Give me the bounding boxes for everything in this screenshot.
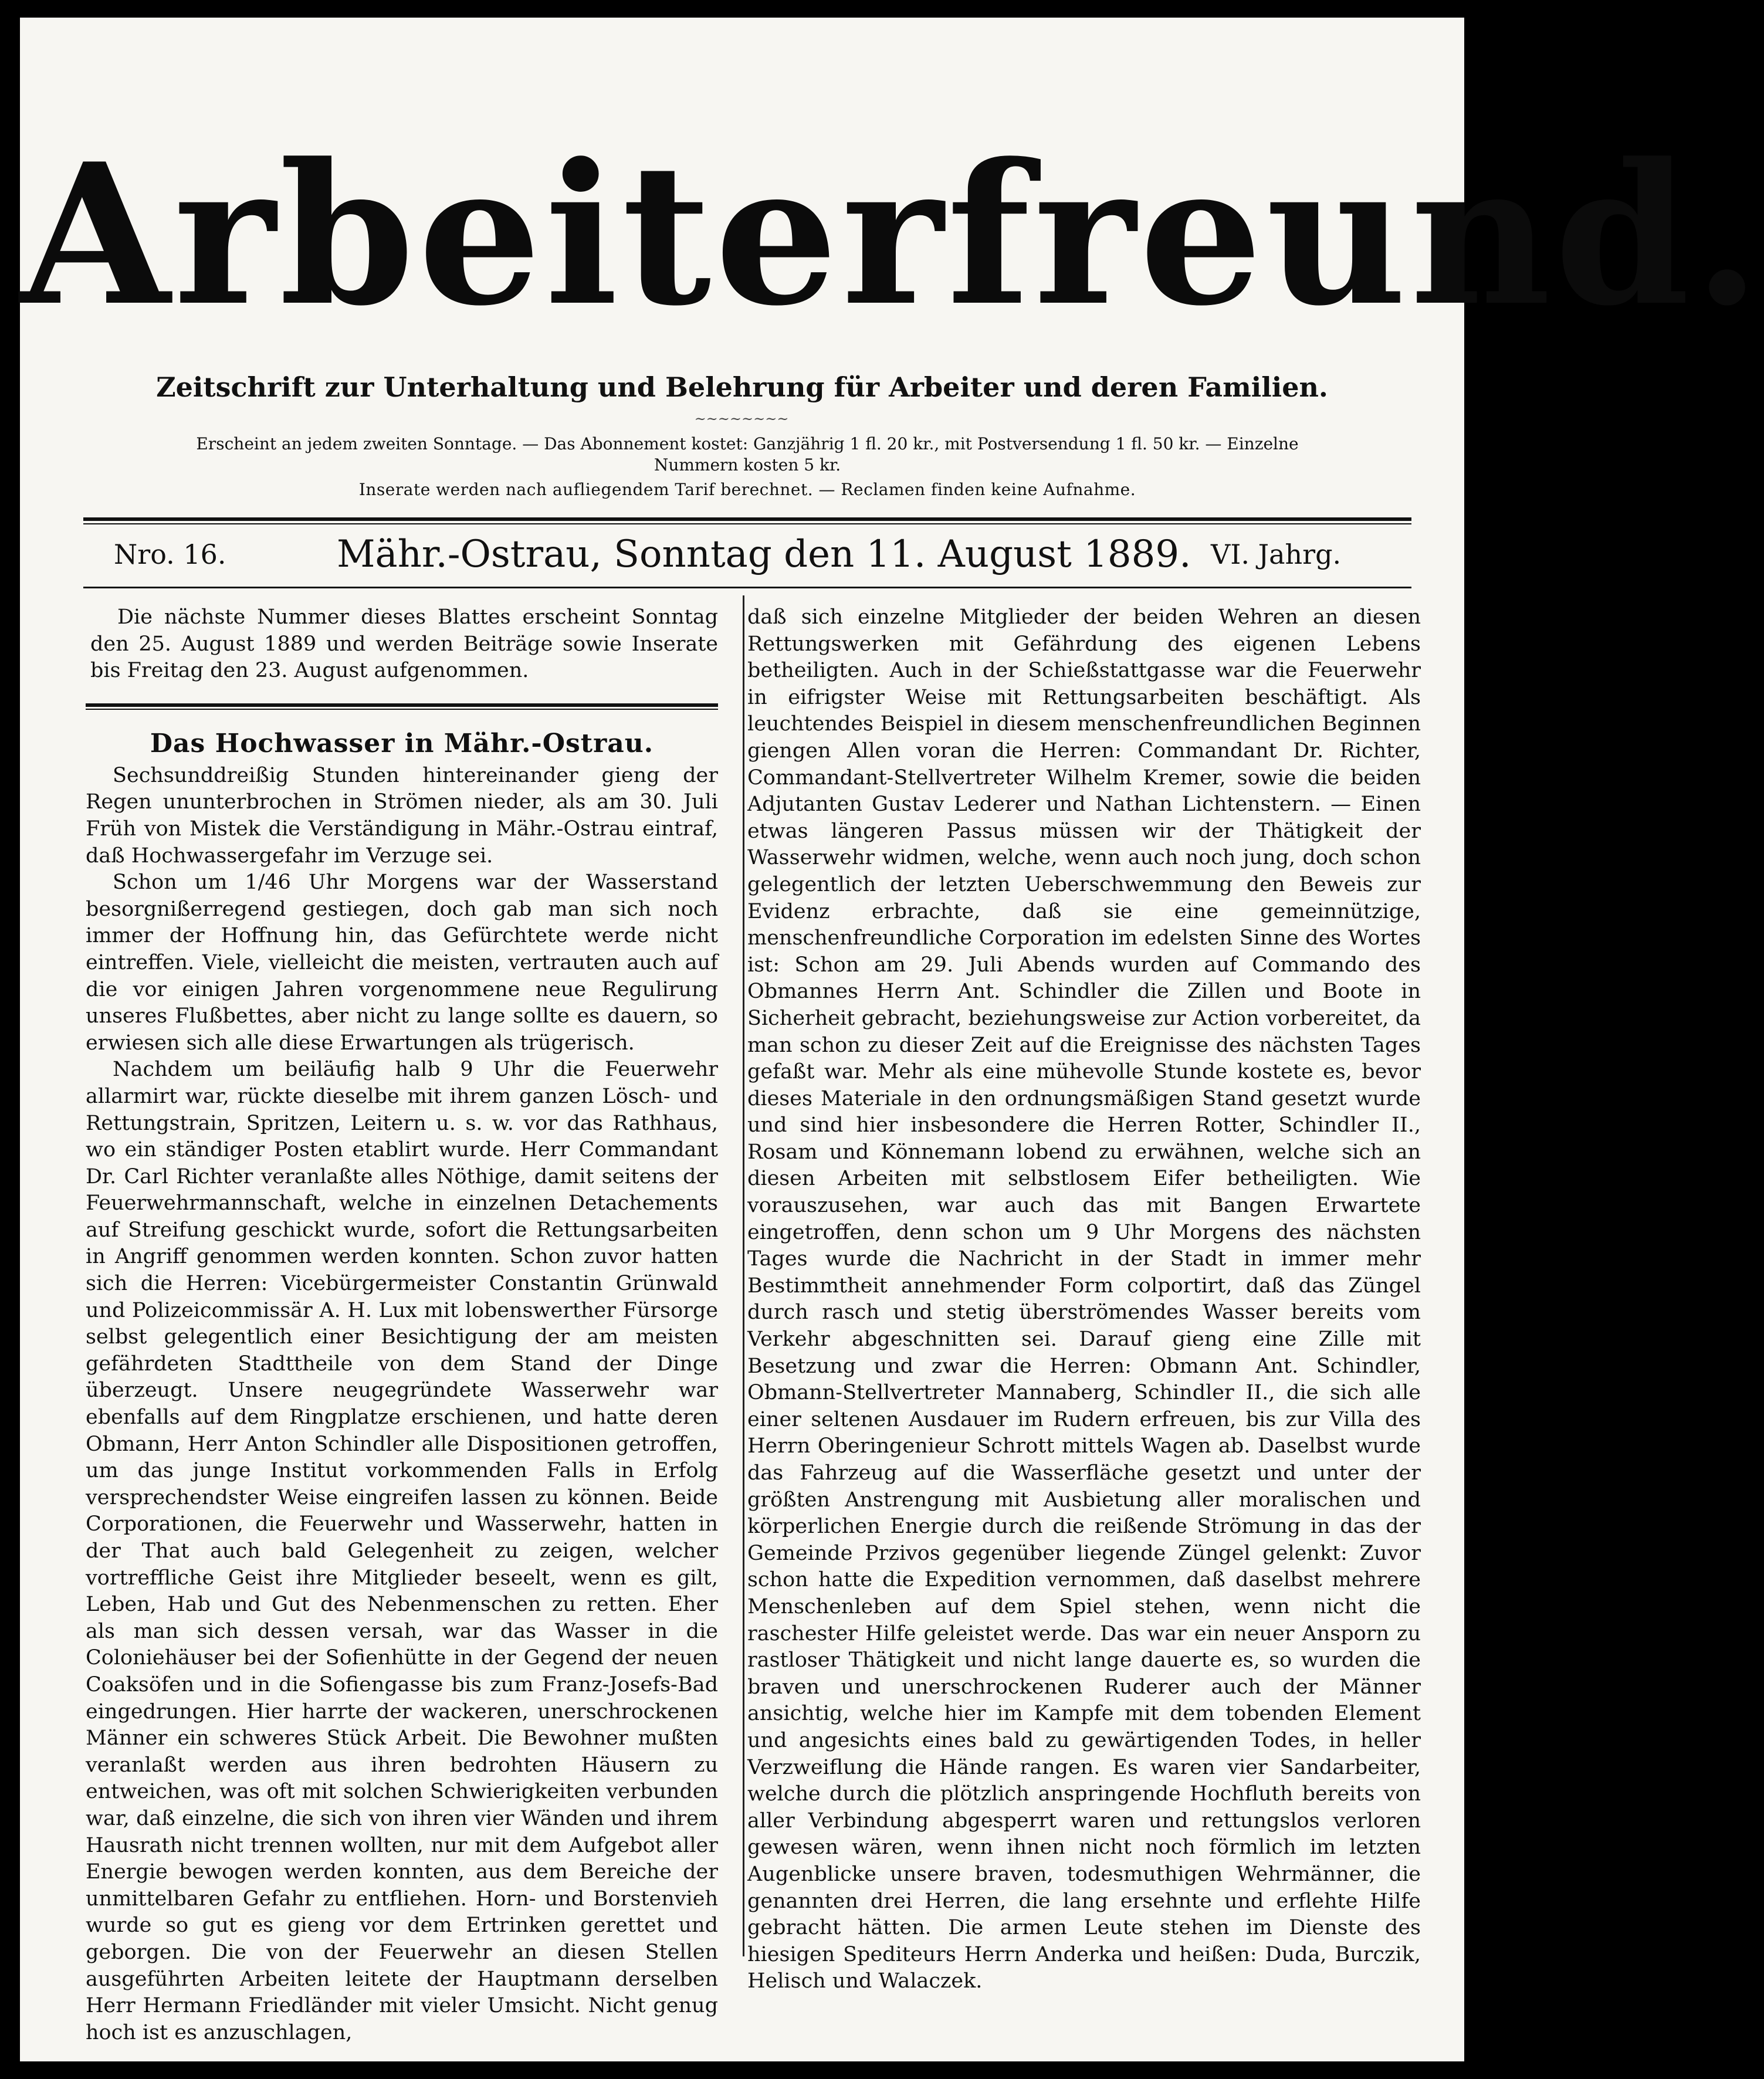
advertising-notice: Inserate werden nach aufliegendem Tarif berechnet. — Reclamen finden keine Aufnahme.	[358, 480, 1136, 499]
article-paragraph-continued: daß sich einzelne Mitglieder der beiden Wehren an diesen Rettungswerken mit Gefährdung des eigenen Lebens betheiligten. Auch in der Schießstattgasse war die Feuerwehr in eifrigster Weise mit Rettungsarbeiten beschäftigt. Als leuchtendes Beispiel in diesem menschenfreundlichen Beginnen giengen Allen voran die Herren: Commandant Dr. Richter, Commandant-Stellvertreter Wilhelm Kremer, sowie die beiden Adjutanten Gustav Lederer und Nathan Lichtenstern. — Einen etwas längeren Passus müssen wir der Thätigkeit der Wasserwehr widmen, welche, wenn auch noch jung, doch schon gelegentlich der letzten Ueberschwemmung den Beweis zur Evidenz erbrachte, daß sie eine gemeinnützige, menschenfreundliche Corporation im edelsten Sinne des Wortes ist: Schon am 29. Juli Abends wurden auf Commando des Obmannes Herrn Ant. Schindler die Zillen und Boote in Sicherheit gebracht, beziehungsweise zur Action vorbereitet, da man schon zu dieser Zeit auf die Ereignisse des nächsten Tages gefaßt war. Mehr als eine mühevolle Stunde kostete es, bevor dieses Materiale in den ordnungsmäßigen Stand gesetzt wurde und sind hier insbesondere die Herren Rotter, Schindler II., Rosam und Könnemann lobend zu erwähnen, welche sich an diesen Arbeiten mit selbstlosem Eifer betheiligten. Wie vorauszusehen, war auch das mit Bangen Erwartete eingetroffen, denn schon um 9 Uhr Morgens des nächsten Tages wurde die Nachricht in der Stadt in immer mehr Bestimmtheit annehmender Form colportirt, daß das Züngel durch rasch und stetig überströmendes Wasser bereits vom Verkehr abgeschnitten sei. Darauf gieng eine Zille mit Besetzung und zwar die Herren: Obmann Ant. Schindler, Obmann-Stellvertreter Mannaberg, Schindler II., die sich alle einer seltenen Ausdauer im Rudern erfreuen, bis zur Villa des Herrn Oberingenieur Schrott mittels Wagen ab. Daselbst wurde das Fahrzeug auf die Wasserfläche gesetzt und unter der größten Anstrengung mit Ausbietung aller moralischen und körperlichen Energie durch die reißende Strömung in das der Gemeinde Przivos gegenüber liegende Züngel gelenkt: Zuvor schon hatte die Expedition vernommen, daß daselbst mehrere Menschenleben auf dem Spiel stehen, wenn nicht die raschester Hilfe geleistet werde. Das war ein neuer Ansporn zu rastloser Thätigkeit und nicht lange dauerte es, so wurden die braven und unerschrockenen Ruderer auch der Männer ansichtig, welche hier im Kampfe mit dem tobenden Element und angesichts eines bald zu gewärtigenden Todes, in heller Verzweiflung die Hände rangen. Es waren vier Sandarbeiter, welche durch die plötzlich anspringende Hochfluth bereits von aller Verbindung abgesperrt waren und rettungslos verloren gewesen wären, wenn ihnen nicht noch förmlich im letzten Augenblicke unsere braven, todesmuthigen Wehrmänner, die genannten drei Herren, die lang ersehnte und erflehte Hilfe gebracht hätten. Die armen Leute stehen im Dienste des hiesigen Spediteurs Herrn Anderka und heißen: Duda, Burczik, Helisch und Walaczek.	[747, 605, 1421, 1993]
article-paragraph: Nachdem um beiläufig halb 9 Uhr die Feuerwehr allarmirt war, rückte dieselbe mit ihrem ganzen Lösch- und Rettungstrain, Spritzen, Leitern u. s. w. vor das Rathhaus, wo ein ständiger Posten etablirt wurde. Herr Commandant Dr. Carl Richter veranlaßte alles Nöthige, damit seitens der Feuerwehrmannschaft, welche in einzelnen Detachements auf Streifung geschickt wurde, sofort die Rettungsarbeiten in Angriff genommen werden konnten. Schon zuvor hatten sich die Herren: Vicebürgermeister Constantin Grünwald und Polizeicommissär A. H. Lux mit lobenswerther Fürsorge selbst gelegentlich einer Besichtigung der am meisten gefährdeten Stadttheile von dem Stand der Dinge überzeugt. Unsere neugegründete Wasserwehr war ebenfalls auf dem Ringplatze erschienen, und hatte deren Obmann, Herr Anton Schindler alle Dispositionen getroffen, um das junge Institut vorkommenden Falls in Erfolg versprechendster Weise eingreifen lassen zu können. Beide Corporationen, die Feuerwehr und Wasserwehr, hatten in der That auch bald Gelegenheit zu zeigen, welcher vortreffliche Geist ihre Mitglieder beseelt, wenn es gilt, Leben, Hab und Gut des Nebenmenschen zu retten. Eher als man sich dessen versah, war das Wasser in die Coloniehäuser bei der Sofienhütte in der Gegend der neuen Coaksöfen und in die Sofiengasse bis zum Franz-Josefs-Bad eingedrungen. Hier harrte der wackeren, unerschrockenen Männer ein schweres Stück Arbeit. Die Bewohner mußten veranlaßt werden aus ihren bedrohten Häusern zu entweichen, was oft mit solchen Schwierigkeiten verbunden war, daß einzelne, die sich von ihren vier Wänden und ihrem Hausrath nicht trennen wollten, nur mit dem Aufgebot aller Energie bewogen werden konnten, aus dem Bereiche der unmittelbaren Gefahr zu entfliehen. Horn- und Borstenvieh wurde so gut es gieng vor dem Ertrinken gerettet und geborgen. Die von der Feuerwehr an diesen Stellen ausgeführten Arbeiten leitete der Hauptmann derselben Herr Hermann Friedländer mit vieler Umsicht. Nicht genug hoch ist es anzuschlagen,	[86, 1058, 718, 2044]
right-column	[747, 604, 1421, 1995]
issue-place-date: Mähr.-Ostrau, Sonntag den 11. August 1889.	[337, 533, 1191, 576]
issue-number: Nro. 16.	[114, 539, 226, 570]
article-paragraph: Schon um 1/46 Uhr Morgens war der Wasserstand besorgnißerregend gestiegen, doch gab man sich noch immer der Hoffnung hin, das Gefürchtete werde nicht eintreffen. Viele, vielleicht die meisten, vertrauten auch auf die vor einigen Jahren vorgenommene neue Regulirung unseres Flußbettes, aber nicht zu lange sollte es dauern, so erwiesen sich alle diese Erwartungen als trügerisch.	[86, 871, 718, 1055]
subscription-notice: Erscheint an jedem zweiten Sonntage. — Das Abonnement kostet: Ganzjährig 1 fl. 20 kr., mit Postversendung 1 fl. 50 kr. — Einzelne	[196, 434, 1299, 453]
next-issue-announcement: Die nächste Nummer dieses Blattes erscheint Sonntag den 25. August 1889 und werden Beiträge sowie Inserate bis Freitag den 23. August aufgenommen.	[90, 605, 718, 683]
article-title: Das Hochwasser in Mähr.-Ostrau.	[150, 728, 654, 759]
issue-year: VI. Jahrg.	[1211, 539, 1342, 570]
announcement-rule	[86, 703, 718, 707]
newspaper-page	[20, 18, 1764, 2061]
masthead-subtitle: Zeitschrift zur Unterhaltung und Belehrung für Arbeiter und deren Familien.	[156, 371, 1328, 403]
left-column	[86, 604, 718, 2046]
column-divider	[743, 595, 744, 1956]
announcement-rule-thin	[86, 709, 718, 710]
dateline-rule	[83, 587, 1411, 588]
article-paragraph: Sechsunddreißig Stunden hintereinander gieng der Regen ununterbrochen in Strömen nieder, als am 30. Juli Früh von Mistek die Verständigung in Mähr.-Ostrau eintraf, daß Hochwassergefahr im Verzuge sei.	[86, 763, 718, 868]
header-rule	[83, 517, 1411, 521]
ornament-divider: ~~~~~~~~	[694, 411, 789, 427]
masthead-title: Arbeiterfreund.	[20, 121, 1764, 348]
subscription-notice-cont: Nummern kosten 5 kr.	[654, 455, 841, 475]
header-rule-thin	[83, 523, 1411, 524]
